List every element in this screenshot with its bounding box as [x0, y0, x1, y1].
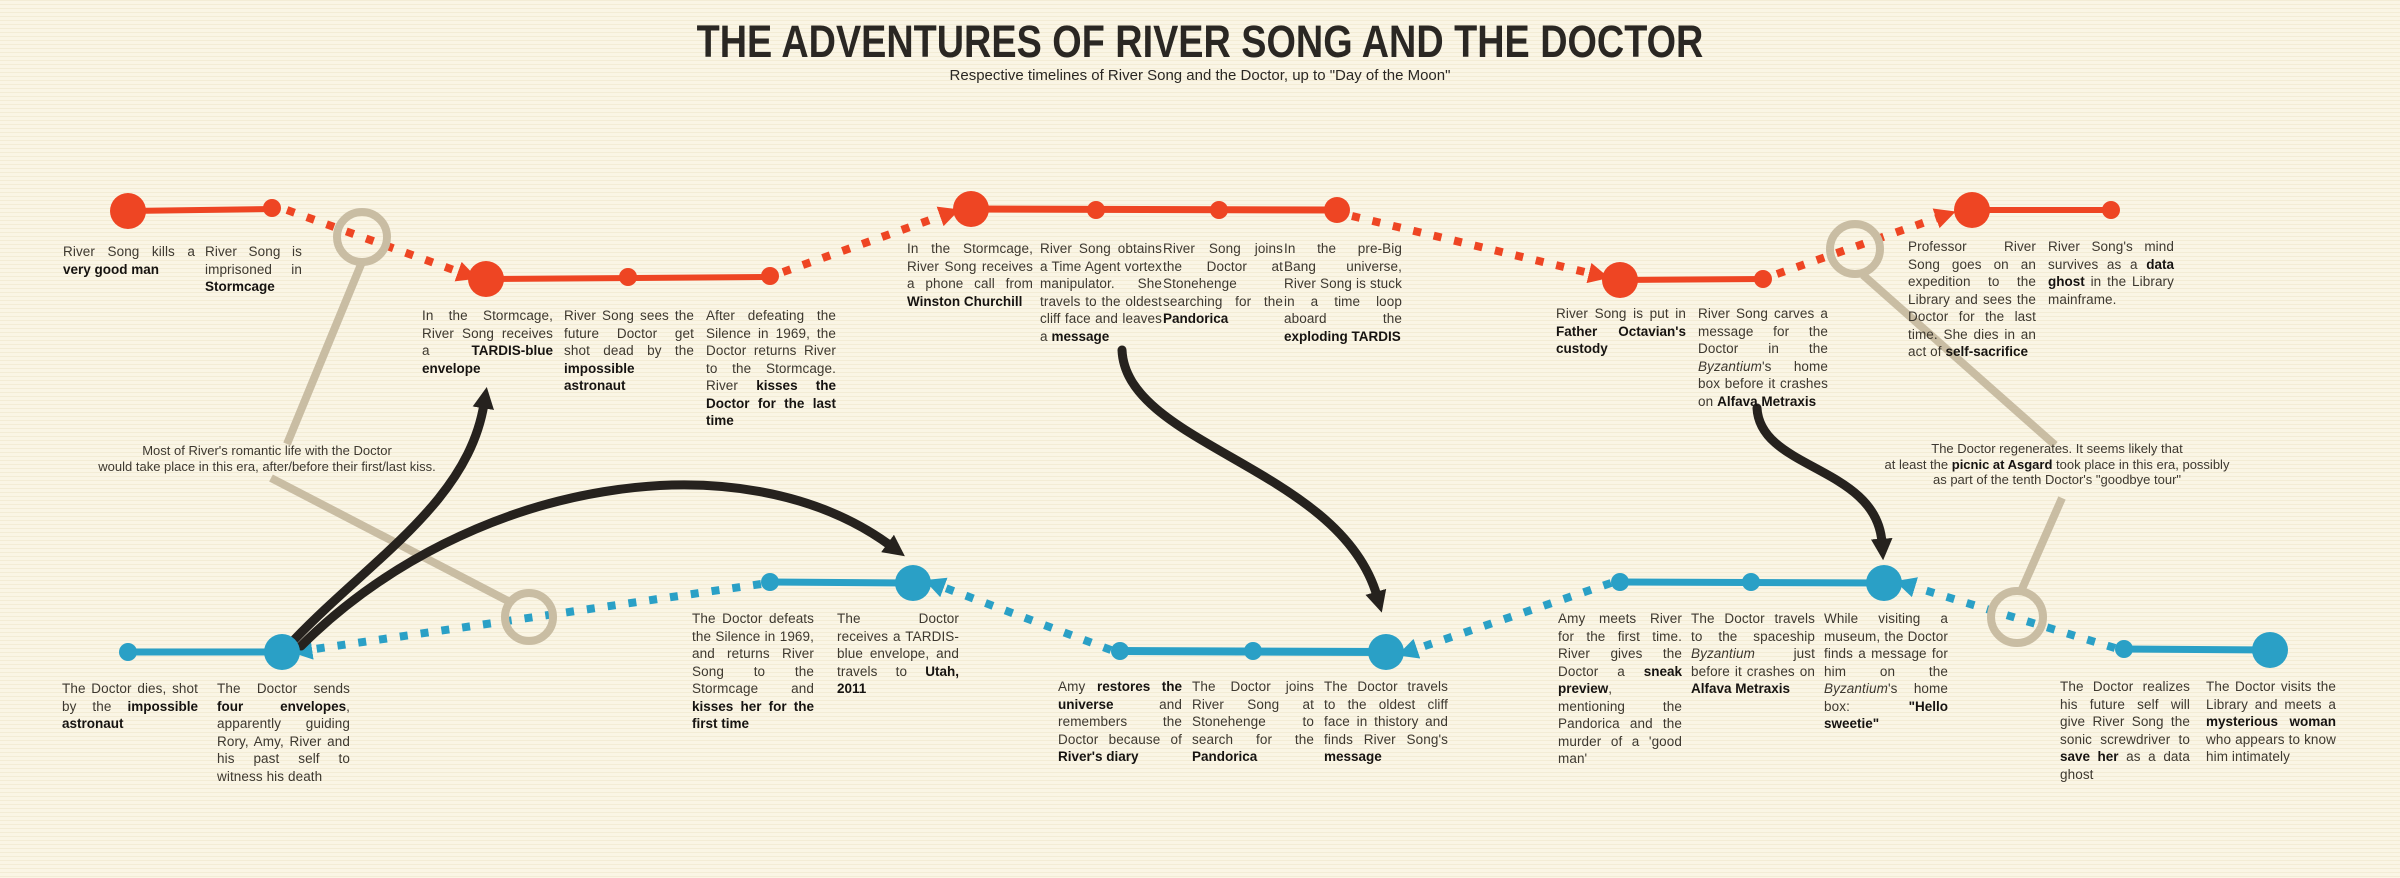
doctor-event-text-6 [1192, 678, 1314, 766]
plain-text: as part of the tenth Doctor's "goodbye tour" [1932, 472, 2182, 487]
emphasized-text: message [1051, 328, 1110, 344]
river-event-text-2 [205, 243, 302, 296]
doctor-node-11 [2115, 640, 2133, 658]
emphasized-text: exploding TARDIS [1284, 328, 1401, 344]
emphasized-text: self-sacrifice [1945, 344, 2029, 359]
emphasized-text: kisses the Doctor for the last time [706, 378, 836, 428]
doctor-solid-segment [2124, 649, 2270, 650]
plain-text: River Song sees the future Doctor get shot dead by the [564, 308, 694, 358]
emphasized-text: kisses her for the first time [692, 698, 814, 731]
river-node-11 [1754, 270, 1772, 288]
emphasized-text: Stormcage [205, 279, 275, 294]
doctor-event-text-11 [2060, 678, 2190, 783]
emphasized-text: Pandorica [1163, 311, 1229, 326]
doctor-node-6 [1244, 642, 1262, 660]
plain-text: 's home box before it crashes on [1698, 358, 1828, 409]
emphasized-text: "Hello sweetie" [1824, 698, 1948, 731]
plain-text: River Song joins the Doctor at Stonehenge searching for the [1163, 241, 1283, 309]
river-event-text-3 [422, 307, 553, 377]
plain-text: In the Stormcage, River Song receives a [422, 308, 553, 358]
plain-text: as a data ghost [2060, 749, 2191, 782]
plain-text: After defeating the Silence in 1969, the Doctor returns River to the Stormcage. River [706, 308, 836, 393]
doctor-timeline [128, 582, 2270, 652]
plain-text: River Song is imprisoned in [205, 244, 302, 277]
emphasized-text: data ghost [2048, 256, 2174, 289]
era-annotation-2 [1847, 441, 2267, 488]
river-event-text-6 [907, 240, 1033, 310]
emphasized-text: save her [2060, 749, 2119, 764]
plain-text: Amy [1058, 679, 1097, 694]
era-connector-left-lower [271, 478, 512, 603]
italic-text: Byzantium [1824, 681, 1888, 696]
doctor-node-7 [1368, 634, 1404, 670]
era-ring [337, 212, 387, 262]
plain-text: The Doctor realizes his future self will give River Song the sonic screwdriver to [2060, 679, 2190, 747]
doctor-node-5 [1111, 642, 1129, 660]
plain-text: In the Stormcage, River Song receives a phone call from [907, 241, 1033, 291]
plain-text: 's home box: [1824, 681, 1948, 714]
plain-text: River Song carves a message for the Doctor in the [1698, 306, 1828, 356]
plain-text: The Doctor sends [217, 681, 350, 696]
annotation-line [57, 459, 477, 475]
plain-text: River Song is put in [1556, 306, 1686, 321]
emphasized-text: message [1324, 749, 1382, 764]
plain-text: Professor River Song goes on an expedition to the Library and sees the Doctor for the last time. She dies in an act of [1908, 239, 2036, 359]
doctor-node-4 [895, 565, 931, 601]
river-node-12 [1954, 192, 1990, 228]
doctor-node-10 [1866, 565, 1902, 601]
river-event-text-12 [1908, 238, 2036, 361]
river-event-text-11 [1698, 305, 1828, 410]
doctor-node-3 [761, 573, 779, 591]
plain-text: just before it crashes on [1691, 646, 1815, 679]
era-connector-right-lower [2022, 498, 2062, 589]
doctor-event-text-9 [1691, 610, 1815, 698]
river-event-text-13 [2048, 238, 2174, 308]
doctor-node-1 [119, 643, 137, 661]
river-solid-segment [971, 209, 1337, 210]
plain-text: River Song kills a [63, 244, 195, 259]
annotation-line [1847, 457, 2267, 473]
annotation-line [1847, 441, 2267, 457]
doctor-event-text-7 [1324, 678, 1448, 766]
plain-text: would take place in this era, after/before their first/last kiss. [98, 458, 436, 474]
river-node-10 [1602, 262, 1638, 298]
river-node-7 [1087, 201, 1105, 219]
plain-text: who appears to know him intimately [2206, 731, 2336, 764]
doctor-event-text-5 [1058, 678, 1182, 766]
river-node-5 [761, 267, 779, 285]
doctor-dotted-arrow [940, 586, 1111, 650]
plain-text: The Doctor joins River Song at Stonehenge to search for the [1192, 679, 1314, 747]
river-node-2 [263, 199, 281, 217]
doctor-event-text-4 [837, 610, 959, 698]
doctor-node-12 [2252, 632, 2288, 668]
river-node-8 [1210, 201, 1228, 219]
doctor-event-text-1 [62, 680, 198, 733]
plain-text: , mentioning the Pandorica and the murder of a 'good man' [1558, 681, 1682, 766]
emphasized-text: Alfava Metraxis [1717, 393, 1817, 409]
doctor-event-text-12 [2206, 678, 2336, 766]
plain-text: The Doctor receives a TARDIS-blue envelope, and travels to [837, 611, 959, 679]
arrow-message-to-doctor [1122, 350, 1377, 596]
river-event-text-5 [706, 307, 836, 430]
page-title: THE ADVENTURES OF RIVER SONG AND THE DOCTOR [696, 16, 1704, 67]
plain-text: Most of River's romantic life with the Doctor [142, 443, 392, 458]
annotation-line [1847, 472, 2267, 488]
plain-text: took place in this era, possibly [2052, 456, 2230, 472]
doctor-node-2 [264, 634, 300, 670]
plain-text: The Doctor defeats the Silence in 1969, and returns River Song to the Stormcage and [692, 611, 814, 696]
emphasized-text: mysterious woman [2206, 714, 2336, 729]
emphasized-text: River's diary [1058, 749, 1139, 764]
plain-text: The Doctor travels to the spaceship [1691, 611, 1815, 644]
emphasized-text: impossible astronaut [62, 698, 198, 731]
emphasized-text: Father Octavian's custody [1556, 323, 1686, 356]
plain-text: at least the [1884, 456, 1952, 472]
plain-text: The Doctor dies, shot by the [62, 681, 198, 714]
plain-text: The Doctor travels to the oldest cliff face in thistory and finds River Song's [1324, 679, 1448, 747]
emphasized-text: impossible astronaut [564, 360, 635, 393]
river-event-text-9 [1284, 240, 1402, 345]
doctor-node-9 [1742, 573, 1760, 591]
river-event-text-4 [564, 307, 694, 395]
plain-text: in the Library mainframe. [2048, 274, 2174, 307]
emphasized-text: Utah, 2011 [837, 663, 959, 696]
doctor-solid-segment [770, 582, 913, 583]
era-annotation-1 [57, 443, 477, 474]
doctor-node-8 [1611, 573, 1629, 591]
emphasized-text: restores the universe [1058, 679, 1182, 712]
plain-text: In the pre-Big Bang universe, River Song is stuck in a time loop aboard the [1284, 241, 1402, 326]
plain-text: The Doctor regenerates. It seems likely that [1931, 441, 2183, 456]
river-node-3 [468, 261, 504, 297]
page-subtitle: Respective timelines of River Song and the Doctor, up to "Day of the Moon" [949, 67, 1451, 84]
river-node-13 [2102, 201, 2120, 219]
plain-text: The Doctor visits the Library and meets a [2206, 679, 2336, 712]
emphasized-text: Pandorica [1192, 749, 1258, 764]
river-node-9 [1324, 197, 1350, 223]
emphasized-text: very good man [63, 261, 160, 277]
arrow-envelope-to-river [293, 404, 484, 641]
doctor-event-text-10 [1824, 610, 1948, 733]
plain-text: Amy meets River for the first time. River gives the Doctor a [1558, 611, 1682, 679]
river-solid-segment [1620, 279, 1763, 280]
emphasized-text: four envelopes [217, 698, 347, 714]
river-event-text-8 [1163, 240, 1283, 328]
river-event-text-7 [1040, 240, 1162, 345]
river-event-text-1 [63, 243, 195, 278]
emphasized-text: Winston Churchill [907, 293, 1023, 309]
plain-text: and remembers the Doctor because of [1058, 696, 1182, 747]
river-node-1 [110, 193, 146, 229]
river-node-4 [619, 268, 637, 286]
plain-text: River Song's mind survives as a [2048, 239, 2174, 272]
plain-text: River Song obtains a Time Agent vortex manipulator. She travels to the oldest cliff face and leaves a [1040, 241, 1162, 344]
doctor-event-text-8 [1558, 610, 1682, 768]
plain-text: While visiting a museum, the Doctor finds a message for him on the [1824, 611, 1948, 679]
era-ring [1991, 591, 2043, 643]
annotation-line [57, 443, 477, 459]
italic-text: Byzantium [1691, 646, 1755, 661]
cross-arrows [293, 350, 1882, 646]
river-node-6 [953, 191, 989, 227]
river-solid-segment [128, 209, 272, 211]
emphasized-text: sneak preview [1558, 663, 1682, 696]
doctor-event-text-2 [217, 680, 350, 785]
emphasized-text: TARDIS-blue envelope [422, 343, 553, 376]
emphasized-text: picnic at Asgard [1951, 456, 2053, 472]
river-event-text-10 [1556, 305, 1686, 358]
italic-text: Byzantium [1698, 358, 1762, 374]
emphasized-text: Alfava Metraxis [1691, 681, 1791, 696]
plain-text: , apparently guiding Rory, Amy, River and his past self to witness his death [217, 698, 350, 784]
doctor-event-text-3 [692, 610, 814, 733]
